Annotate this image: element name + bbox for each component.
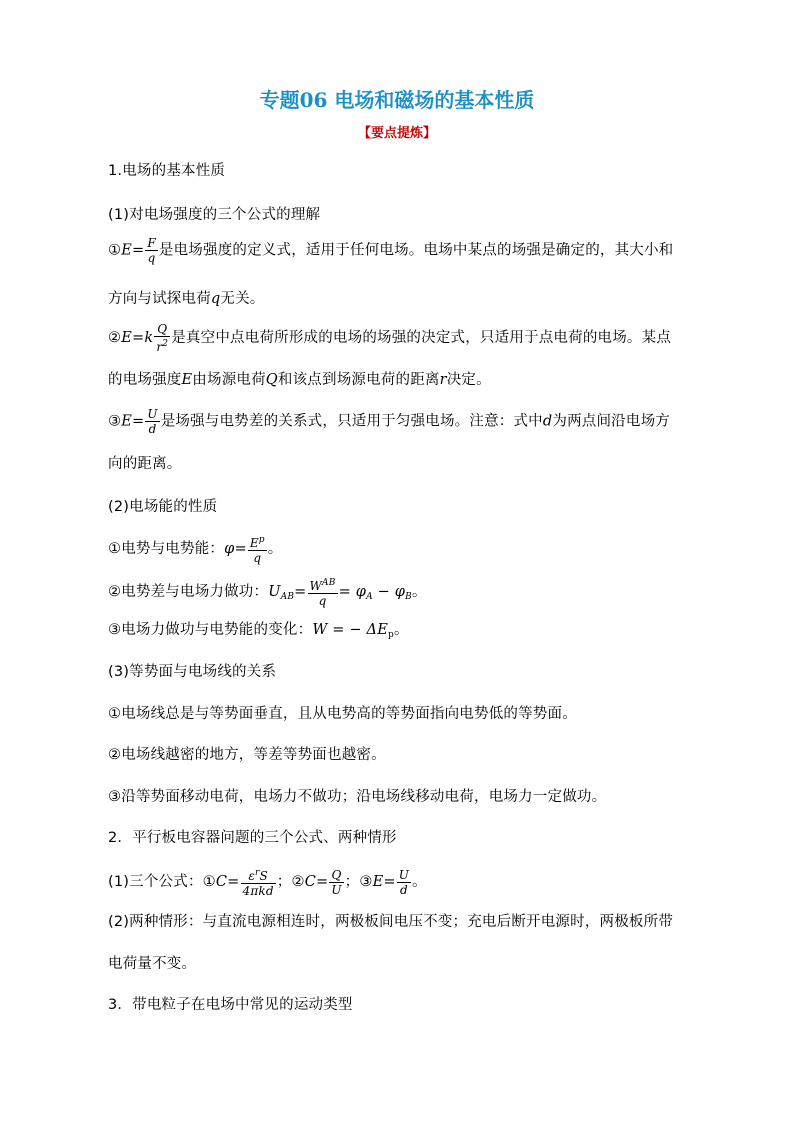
page-title: 专题06 电场和磁场的基本性质 <box>259 88 535 112</box>
equals-sign: = <box>315 874 329 890</box>
formula-point-charge-line <box>108 322 720 354</box>
potential-difference-formula-line <box>108 576 720 608</box>
equals-sign: = <box>132 413 145 430</box>
subscript: AB <box>280 592 295 602</box>
paragraph-line: (2)两种情形：与直流电源相连时，两极板间电压不变；充电后断开电源时，两极板所带 <box>108 914 674 930</box>
fraction-denominator: d <box>148 422 157 436</box>
fraction-numerator: F <box>147 236 156 250</box>
paragraph-continuation <box>108 370 720 390</box>
epsilon: ε <box>248 869 255 883</box>
paragraph-line: 电荷量不变。 <box>108 956 197 972</box>
fraction-numerator: Q <box>154 322 170 337</box>
paragraph-text: 方向与试探电荷 <box>108 291 211 307</box>
formula-rhs: = φ <box>338 584 367 600</box>
formula-e-definition-line <box>108 236 720 265</box>
superscript: AB <box>322 578 336 588</box>
fraction-numerator: U <box>398 867 410 882</box>
work-energy-formula-line <box>108 620 720 645</box>
fraction-denominator: d <box>399 882 408 897</box>
variable: E <box>181 372 193 388</box>
fraction-numerator <box>308 576 338 594</box>
fraction <box>145 236 158 265</box>
paragraph-text: 是场强与电势差的关系式，只适用于匀强电场。注意：式中 <box>160 413 543 430</box>
equals-sign: = <box>132 330 145 346</box>
fraction <box>397 868 411 897</box>
item-label: ②电势差与电场力做功： <box>108 584 269 600</box>
fraction <box>308 576 338 608</box>
paragraph-continuation: 向的距离。 <box>108 456 182 472</box>
paragraph-text: 是真空中点电荷所形成的电场的场强的决定式，只适用于点电荷的电场。某点 <box>171 330 672 346</box>
item-label: (1)三个公式：① <box>108 874 216 890</box>
punctuation: 。 <box>393 622 409 638</box>
fraction-denominator <box>154 337 170 354</box>
fraction <box>154 322 170 354</box>
paragraph-text: 和该点到场源电荷的距离 <box>277 372 440 388</box>
item-label: ①电势与电势能： <box>108 541 225 557</box>
paragraph-text: 为两点间沿电场方 <box>552 413 670 430</box>
numerator-base: W <box>309 579 323 593</box>
item-number: ① <box>108 242 122 259</box>
fraction-denominator: q <box>253 551 262 565</box>
separator: ；② <box>276 874 305 890</box>
punctuation: 。 <box>411 584 427 600</box>
list-item: ①电场线总是与等势面垂直，且从电势高的等势面指向电势低的等势面。 <box>108 706 577 722</box>
fraction <box>241 866 276 898</box>
equals-sign: = <box>294 584 307 600</box>
fraction-denominator: q <box>318 594 327 608</box>
formula-uniform-field-line <box>108 407 720 436</box>
subsection-3-heading: (3)等势面与电场线的关系 <box>108 664 277 680</box>
area-symbol: S <box>259 869 268 883</box>
fraction-numerator <box>241 866 276 884</box>
formula-lhs: E <box>121 330 132 346</box>
equals-sign: = <box>227 874 240 890</box>
equals-sign: = <box>383 874 396 890</box>
constant-k: k <box>144 330 154 346</box>
fraction-numerator: Q <box>329 868 343 883</box>
fraction <box>248 533 267 565</box>
variable: Q <box>265 372 278 388</box>
formula-lhs: C <box>215 874 228 890</box>
paragraph-continuation <box>108 289 720 309</box>
formula-rhs: − φ <box>372 584 406 600</box>
variable: q <box>210 291 221 307</box>
fraction-numerator <box>248 533 267 551</box>
section-1-heading: 1.电场的基本性质 <box>108 163 226 179</box>
item-number: ③ <box>108 413 122 430</box>
paragraph-text: 由场源电荷 <box>192 372 266 388</box>
subscript: p <box>388 630 394 640</box>
list-item: ②电场线越密的地方，等差等势面也越密。 <box>108 747 386 763</box>
paragraph-text: 决定。 <box>446 372 491 388</box>
exponent: 2 <box>162 339 169 349</box>
formula-lhs: E <box>121 413 132 430</box>
fraction <box>145 407 159 436</box>
item-label: ③电场力做功与电势能的变化： <box>108 622 313 638</box>
numerator-base: E <box>249 536 259 550</box>
fraction-numerator: U <box>147 407 158 421</box>
formula-lhs: U <box>268 584 281 600</box>
variable: r <box>439 372 447 388</box>
formula-lhs: φ <box>224 541 235 557</box>
punctuation: 。 <box>267 541 283 557</box>
section-tag: 【要点提炼】 <box>357 126 436 141</box>
separator: ；③ <box>344 874 373 890</box>
paragraph-text: 是电场强度的定义式，适用于任何电场。电场中某点的场强是确定的，其大小和 <box>158 242 674 259</box>
section-2-heading: 2．平行板电容器问题的三个公式、两种情形 <box>108 830 397 846</box>
item-number: ② <box>108 330 122 346</box>
fraction-denominator: q <box>147 251 156 265</box>
equals-sign: = <box>132 242 145 259</box>
fraction-denominator: U <box>331 882 342 897</box>
list-item: ③沿等势面移动电荷，电场力不做功；沿电场线移动电荷，电场力一定做功。 <box>108 789 607 805</box>
superscript: r <box>254 868 260 878</box>
paragraph-text: 的电场强度 <box>108 372 182 388</box>
variable: d <box>542 413 553 430</box>
subsection-1-heading: (1)对电场强度的三个公式的理解 <box>108 207 321 223</box>
equals-sign: = <box>234 541 247 557</box>
subscript: A <box>366 592 373 602</box>
capacitor-formulas-line <box>108 866 720 898</box>
subscript: B <box>405 592 412 602</box>
formula: W = − ΔE <box>312 622 388 638</box>
fraction <box>329 868 343 897</box>
formula-lhs: E <box>372 874 384 890</box>
punctuation: 。 <box>412 874 427 890</box>
superscript: p <box>258 535 265 545</box>
subsection-2-heading: (2)电场能的性质 <box>108 499 218 515</box>
denominator-base: r <box>156 340 163 354</box>
formula-lhs: C <box>304 874 316 890</box>
potential-formula-line <box>108 533 720 565</box>
section-3-heading: 3．带电粒子在电场中常见的运动类型 <box>108 997 353 1013</box>
formula-lhs: E <box>121 242 132 259</box>
fraction-denominator: 4πkd <box>242 884 274 898</box>
paragraph-text: 无关。 <box>220 291 265 307</box>
